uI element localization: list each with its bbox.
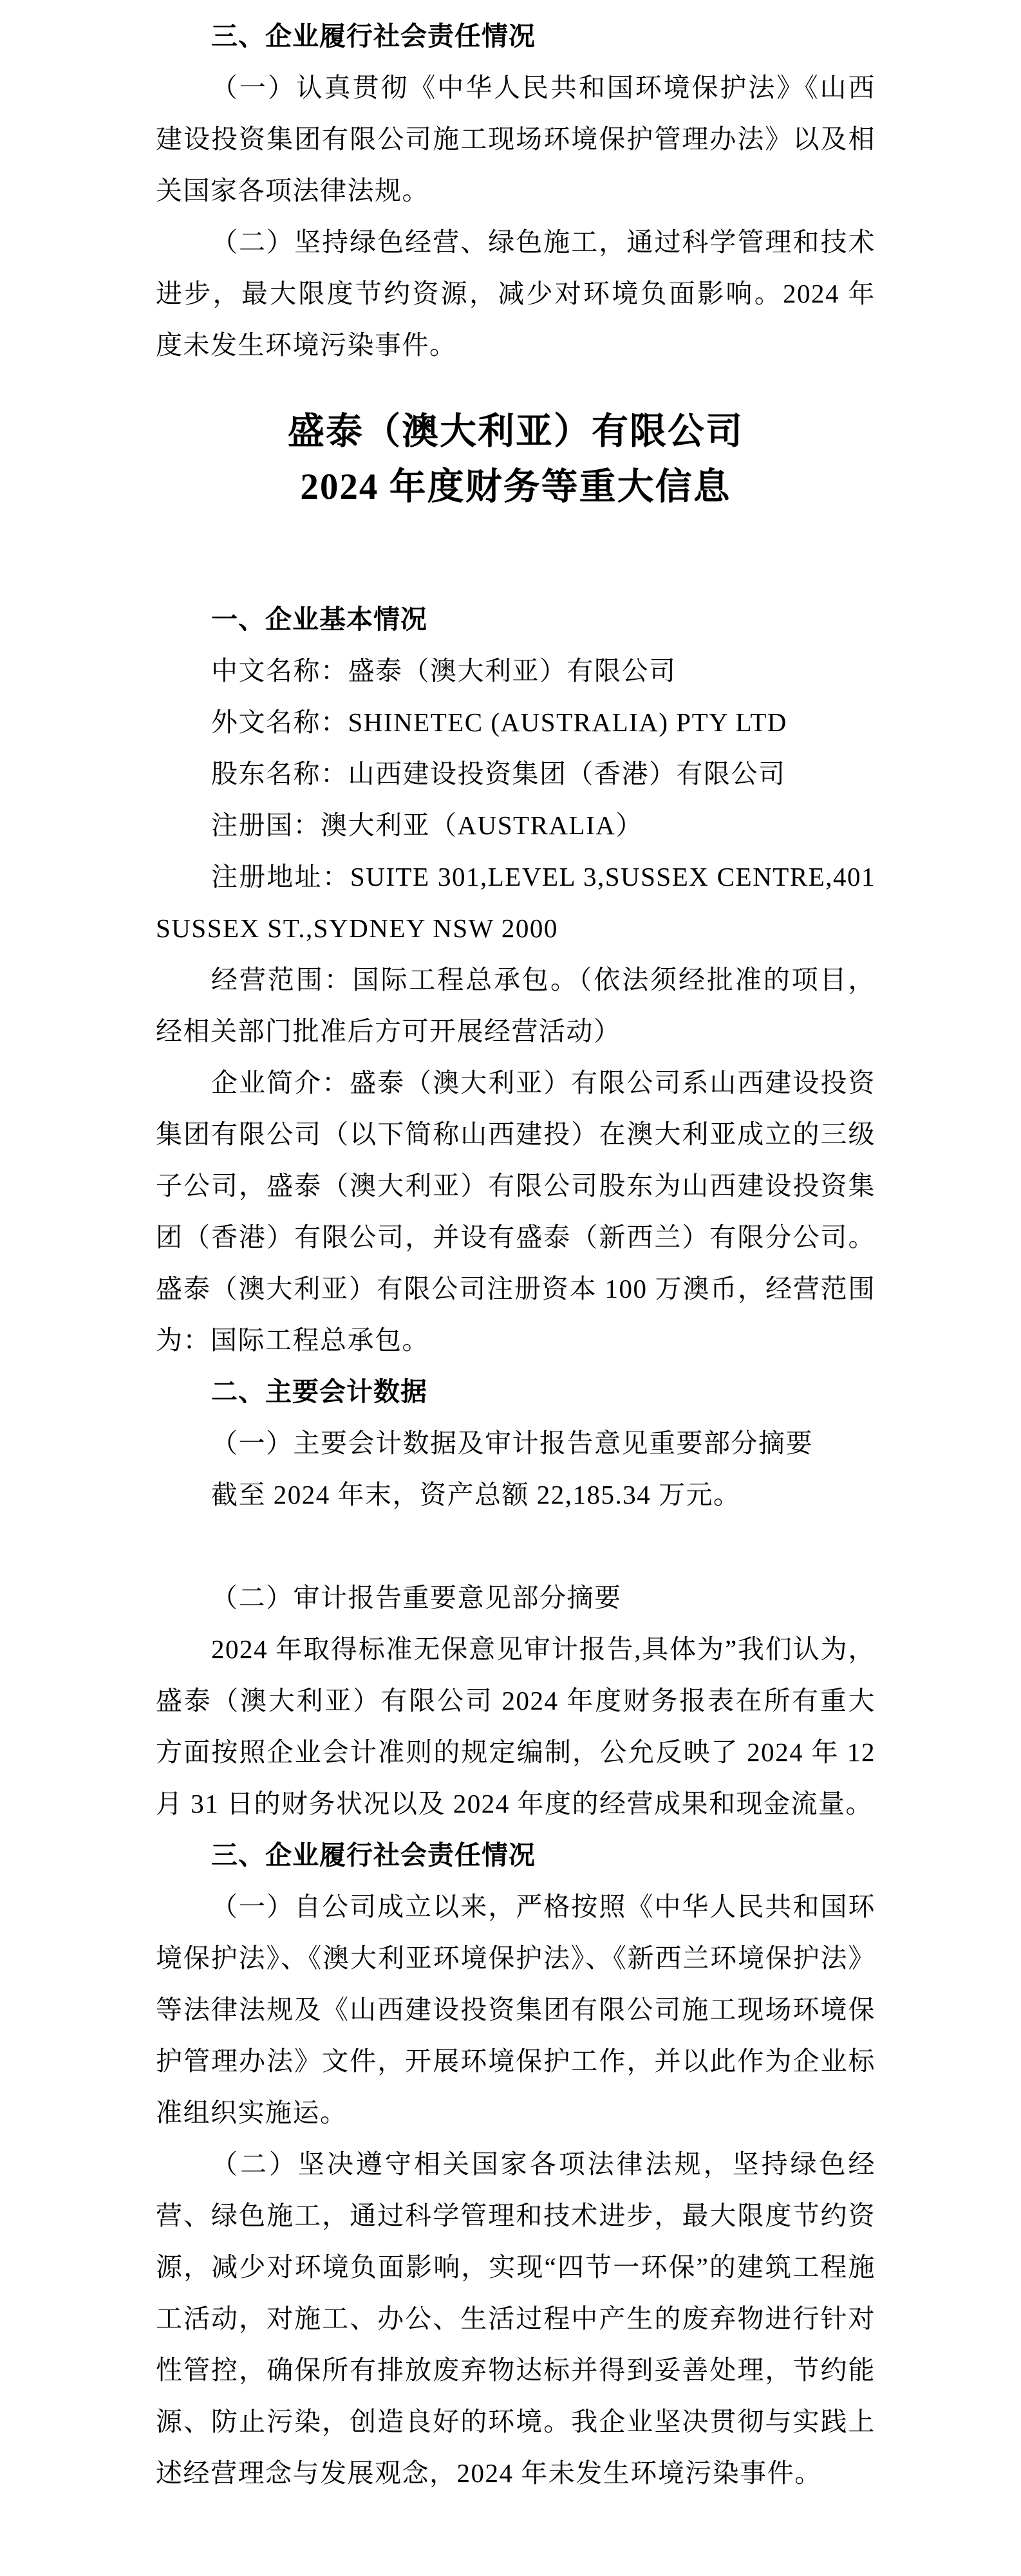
heading-social-responsibility: 三、企业履行社会责任情况: [211, 1840, 536, 1871]
heading-accounting-data: 二、主要会计数据: [211, 1376, 427, 1407]
subheading-audit-opinion: （二）审计报告重要意见部分摘要: [211, 1583, 622, 1612]
info-row-chinese-name: 中文名称：盛泰（澳大利亚）有限公司: [211, 656, 677, 686]
info-row-registration-country: 注册国：澳大利亚（AUSTRALIA）: [211, 810, 643, 840]
info-row-business-scope: 经营范围：国际工程总承包。（依法须经批准的项目，经相关部门批准后方可开展经营活动）: [156, 965, 876, 1046]
info-row-foreign-name: 外文名称：SHINETEC (AUSTRALIA) PTY LTD: [211, 707, 787, 737]
report-title-subject: 2024 年度财务等重大信息: [300, 467, 731, 507]
info-row-registered-address: 注册地址：SUITE 301,LEVEL 3,SUSSEX CENTRE,401 SUSSEX ST.,SYDNEY NSW 2000: [156, 862, 876, 943]
paragraph-green-operation-prev: （二）坚持绿色经营、绿色施工，通过科学管理和技术进步，最大限度节约资源，减少对环境负面影响。2024 年度未发生环境污染事件。: [156, 227, 876, 360]
paragraph-green-construction: （二）坚决遵守相关国家各项法律法规，坚持绿色经营、绿色施工，通过科学管理和技术进步，最大限度节约资源，减少对环境负面影响，实现“四节一环保”的建筑工程施工活动，对施工、办公、生活过程中产生的废弃物进行针对性管控，确保所有排放废弃物达标并得到妥善处理，节约能源、防止污染，创造良好的环境。我企业坚决贯彻与实践上述经营理念与发展观念，2024 年未发生环境污染事件。: [156, 2149, 876, 2488]
paragraph-total-assets: 截至 2024 年末，资产总额 22,185.34 万元。: [211, 1480, 741, 1509]
blank-line: [156, 1520, 876, 1572]
heading-social-responsibility-prev: 三、企业履行社会责任情况: [211, 21, 536, 51]
section-accounting-data: [156, 1366, 876, 1829]
report-title-block: [156, 404, 876, 515]
subheading-accounting-summary: （一）主要会计数据及审计报告意见重要部分摘要: [211, 1428, 813, 1458]
paragraph-env-laws: （一）自公司成立以来，严格按照《中华人民共和国环境保护法》、《澳大利亚环境保护法》、《新西兰环境保护法》等法律法规及《山西建设投资集团有限公司施工现场环境保护管理办法》文件，开展环境保护工作，并以此作为企业标准组织实施运。: [156, 1892, 876, 2127]
heading-basic-info: 一、企业基本情况: [211, 604, 427, 635]
info-row-company-profile: 企业简介：盛泰（澳大利亚）有限公司系山西建设投资集团有限公司（以下简称山西建投）在澳大利亚成立的三级子公司，盛泰（澳大利亚）有限公司股东为山西建设投资集团（香港）有限公司，并设有盛泰（新西兰）有限分公司。盛泰（澳大利亚）有限公司注册资本 100 万澳币，经营范围为：国际工程总承包。: [156, 1068, 876, 1355]
paragraph-env-compliance-prev: （一）认真贯彻《中华人民共和国环境保护法》《山西建设投资集团有限公司施工现场环境保护管理办法》以及相关国家各项法律法规。: [156, 73, 876, 205]
report-title-company-name: 盛泰（澳大利亚）有限公司: [288, 411, 744, 452]
section-basic-info: [156, 593, 876, 1366]
paragraph-audit-opinion: 2024 年取得标准无保意见审计报告,具体为”我们认为，盛泰（澳大利亚）有限公司 2024 年度财务报表在所有重大方面按照企业会计准则的规定编制，公允反映了 2024 年 12 月 31 日的财务状况以及 2024 年度的经营成果和现金流量。: [156, 1634, 876, 1818]
section-social-responsibility: [156, 1829, 876, 2499]
info-row-shareholder-name: 股东名称：山西建设投资集团（香港）有限公司: [211, 759, 786, 789]
section-social-responsibility-prev: [156, 10, 876, 371]
